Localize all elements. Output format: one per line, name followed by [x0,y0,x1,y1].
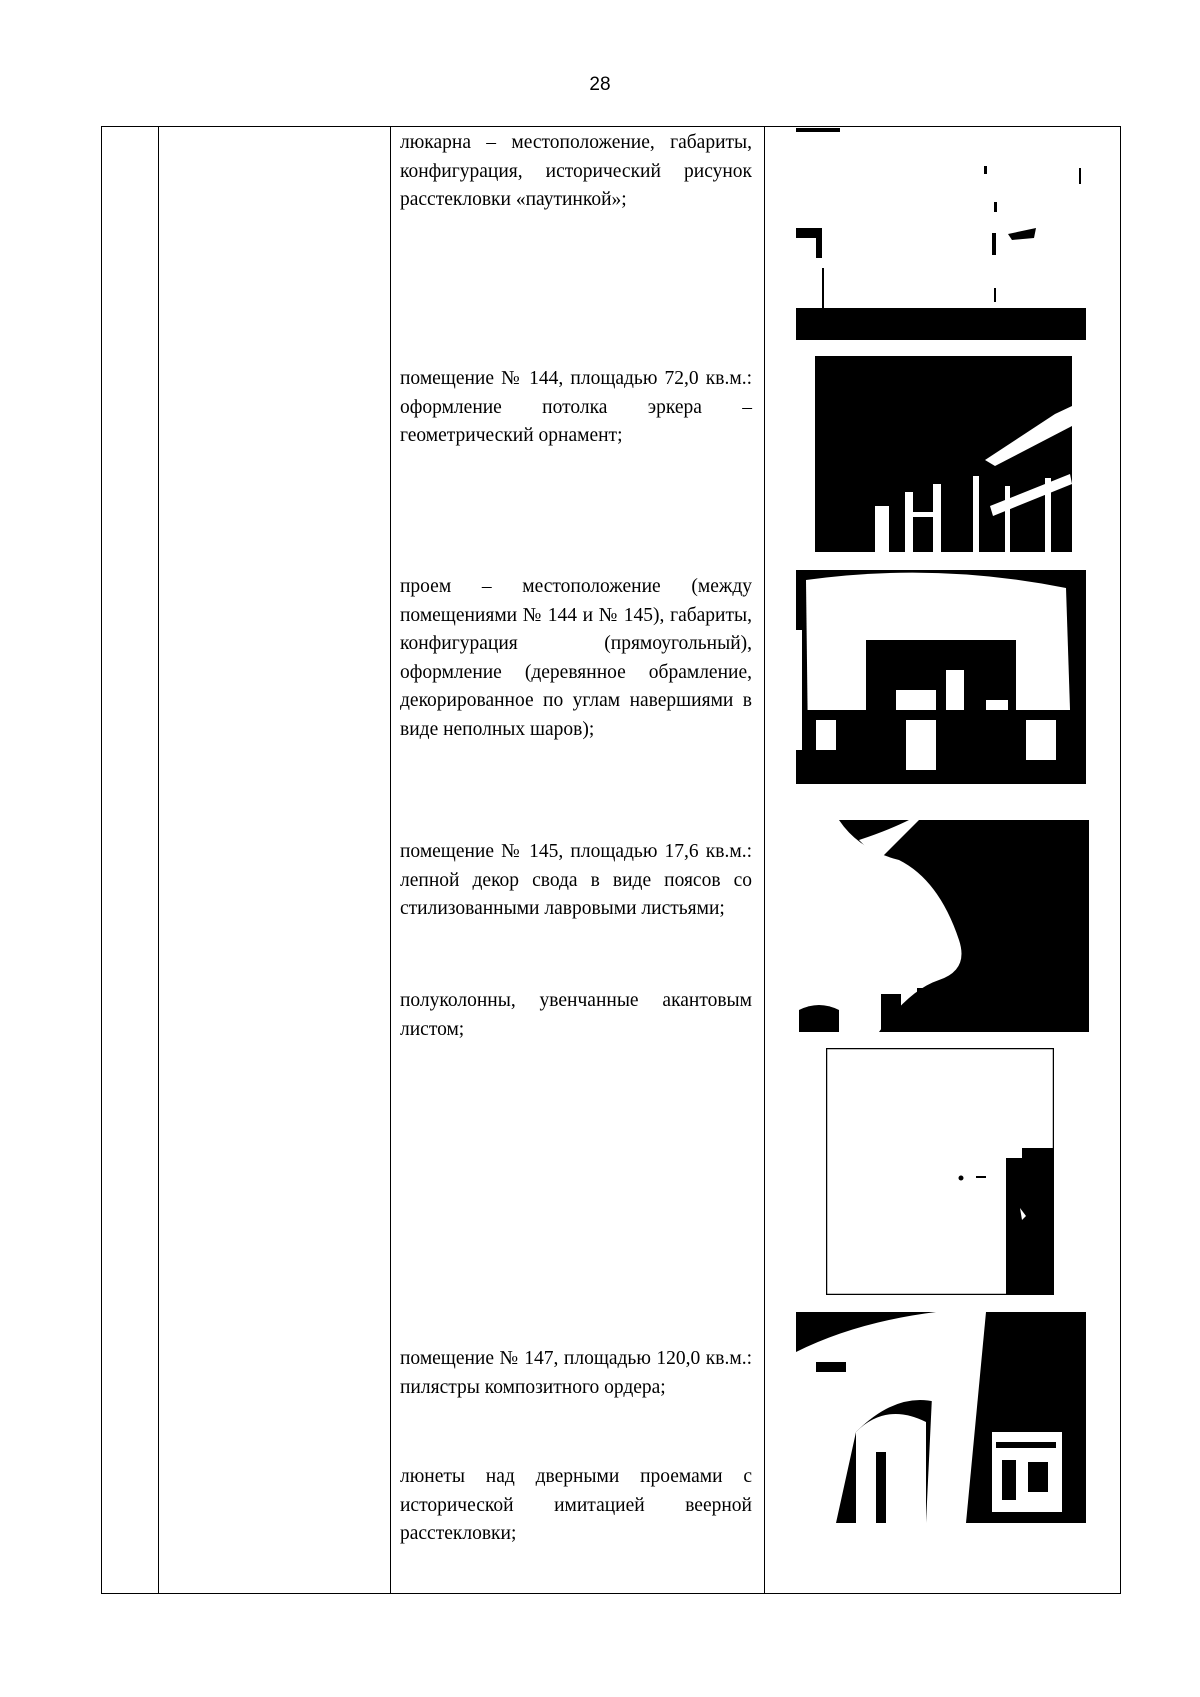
column-divider-1 [158,127,159,1593]
bay-ceiling-photo [815,356,1072,552]
paragraph-room-145: помещение № 145, площадью 17,6 кв.м.: лепной декор свода в виде поясов со стилизованными лавровыми листьями; [400,841,752,919]
column-divider-2 [390,127,391,1593]
column-divider-3 [764,127,765,1593]
half-column-photo [826,1048,1054,1295]
paragraph-room-147: помещение № 147, площадью 120,0 кв.м.: пилястры композитного ордера; [400,1348,752,1398]
paragraph-room-144: помещение № 144, площадью 72,0 кв.м.: оформление потолка эркера – геометрический орнамент; [400,368,752,446]
paragraph-opening: проем – местоположение (между помещениями № 144 и № 145), габариты, конфигурация (прямоугольный), оформление (деревянное обрамление, декорированное по углам навершиями в виде неполных шаров); [400,576,752,740]
paragraph-lunettes: люнеты над дверными проемами с исторической имитацией веерной расстекловки; [400,1466,752,1544]
paragraph-half-columns: полуколонны, увенчанные акантовым листом; [400,990,752,1040]
vault-decor-photo [799,820,1089,1032]
pilasters-photo [796,1312,1086,1523]
page-number: 28 [589,74,611,95]
dormer-window-photo [796,128,1086,340]
doorway-photo [796,570,1086,784]
paragraph-dormer: люкарна – местоположение, габариты, конфигурация, исторический рисунок расстекловки «паутинкой»; [400,132,752,210]
